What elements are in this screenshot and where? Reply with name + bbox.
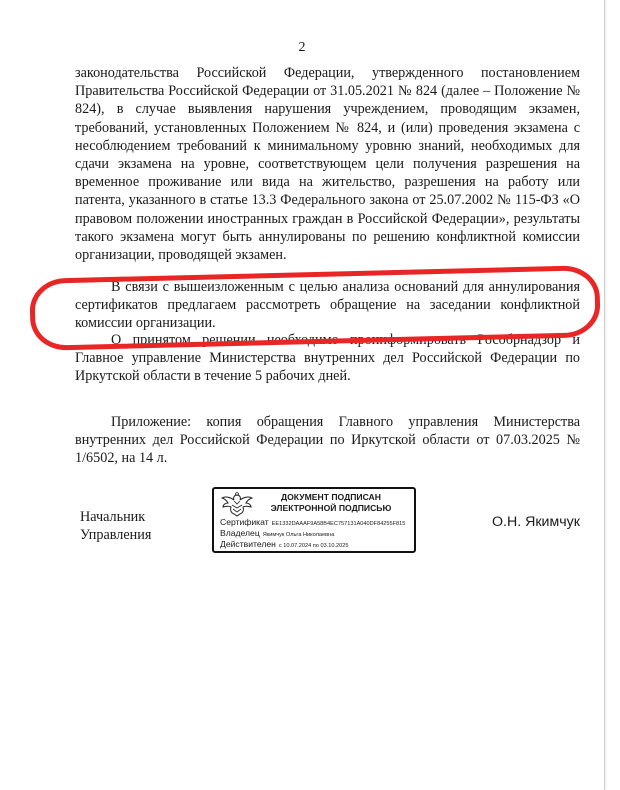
body-paragraph-1 — [75, 64, 580, 264]
stamp-title — [256, 492, 406, 513]
paragraph-text: Приложение: копия обращения Главного управления Министерства внутренних дел Российской Федерации по Иркутской области от 07.03.2025 № 1/6502, на 14 л. — [75, 414, 580, 467]
paragraph-text: В связи с вышеизложенным с целью анализа оснований для аннулирования сертификатов предлагаем рассмотреть обращение на заседании конфликтной комиссии организации. — [75, 279, 580, 332]
owner-value: Якимчук Ольга Николаевна — [262, 532, 335, 538]
page-number: 2 — [298, 40, 306, 55]
stamp-validity — [220, 539, 348, 549]
valid-label: Действителен — [220, 539, 276, 549]
valid-value: с 10.07.2024 по 03.10.2025 — [278, 543, 349, 549]
signer-position-line-1: Начальник — [80, 509, 146, 525]
signer-position — [80, 508, 151, 544]
red-highlight-oval — [29, 265, 601, 351]
paragraph-text: О принятом решении необходимо проинформировать Рособрнадзор и Главное управление Министерства внутренних дел Российской Федерации по Иркутской области в течение 5 рабочих дней. — [75, 332, 580, 385]
attachment-paragraph — [75, 413, 580, 468]
stamp-title-line-1: ДОКУМЕНТ ПОДПИСАН — [281, 492, 381, 502]
stamp-certificate — [220, 517, 405, 527]
signer-position-line-2: Управления — [80, 527, 152, 543]
eagle-emblem-icon — [220, 492, 254, 518]
certificate-value: EE1332DAAAF9A58B4EC757131A040DF84255F815 — [271, 521, 406, 527]
electronic-signature-stamp — [212, 487, 416, 553]
paragraph-text: законодательства Российской Федерации, утвержденного постановлением Правительства Российской Федерации от 31.05.2021 № 824 (далее – Положение № 824), в случае выявления нарушения учреждением, проводящим экзамен, требований, установленных Положением № 824, и (или) проведения экзамена с несоблюдением требований к минимальному уровню знаний, необходимых для сдачи экзамена на уровне, соответствующем цели получения разрешения на временное проживание или вида на жительство, разрешения на работу или патента, указанного в статье 13.3 Федерального закона от 25.07.2002 № 115-ФЗ «О правовом положении иностранных граждан в Российской Федерации», результаты такого экзамена могут быть аннулированы по решению конфликтной комиссии организации, проводящей экзамен. — [75, 65, 580, 264]
certificate-label: Сертификат — [220, 517, 269, 527]
signer-name: О.Н. Якимчук — [492, 514, 580, 530]
stamp-owner — [220, 528, 334, 538]
owner-label: Владелец — [220, 528, 260, 538]
stamp-title-line-2: ЭЛЕКТРОННОЙ ПОДПИСЬЮ — [270, 502, 392, 513]
